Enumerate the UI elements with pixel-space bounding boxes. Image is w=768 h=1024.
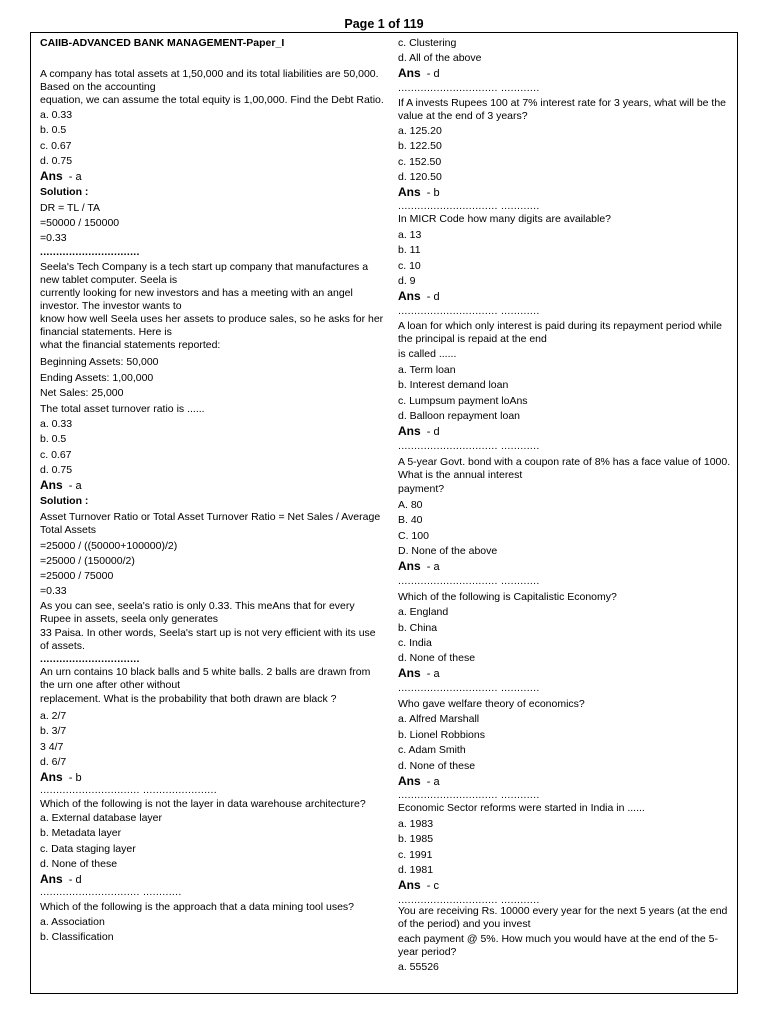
text-line: Ending Assets: 1,00,000	[40, 372, 154, 384]
text-line: b. 3/7	[40, 725, 67, 737]
question-separator: ............................... .......................	[40, 784, 217, 796]
text-line: =25000 / (150000/2)	[40, 555, 135, 567]
text-line: 3 4/7	[40, 741, 64, 753]
text-line: If A invests Rupees 100 at 7% interest rate for 3 years, what will be the value at the end of 3 years?	[398, 97, 727, 122]
text-line: c. 10	[398, 260, 421, 272]
answer-line	[398, 290, 736, 304]
text-line: Which of the following is Capitalistic Economy?	[398, 591, 617, 603]
text-line: d. None of these	[40, 858, 118, 870]
question-separator: ............................... ............	[398, 575, 540, 587]
question-separator: ............................... ............	[398, 440, 540, 452]
answer-value: - a	[62, 480, 82, 492]
text-line: currently looking for new investors and has a meeting with an angel investor. The investor wants to	[40, 287, 353, 312]
text-line: c. Adam Smith	[398, 744, 466, 756]
text-line: c. 0.67	[40, 140, 72, 152]
question-separator: ............................... ............	[398, 82, 540, 94]
text-line: =50000 / 150000	[40, 217, 120, 229]
text-line: The total asset turnover ratio is ......	[40, 403, 205, 415]
answer-value: - d	[62, 874, 82, 886]
text-line: a. 2/7	[40, 710, 67, 722]
answer-label: Ans	[398, 424, 421, 438]
text-line: d. 9	[398, 275, 416, 287]
text-line: a. Association	[40, 916, 105, 928]
text-line: Seela's Tech Company is a tech start up company that manufactures a new tablet computer. Seela is	[40, 261, 369, 286]
question-separator: ............................... ............	[398, 305, 540, 317]
text-line: d. 0.75	[40, 464, 73, 476]
text-line: Who gave welfare theory of economics?	[398, 698, 585, 710]
answer-label: Ans	[398, 878, 421, 892]
text-line: b. 0.5	[40, 433, 67, 445]
text-line: a. 55526	[398, 961, 439, 973]
text-line: A loan for which only interest is paid during its repayment period while the principal is repaid at the end	[398, 320, 722, 345]
text-line: b. 0.5	[40, 124, 67, 136]
text-line: know how well Seela uses her assets to produce sales, so he asks for her financial statements. Here is	[40, 313, 384, 338]
answer-label: Ans	[398, 185, 421, 199]
text-line: a. 125.20	[398, 125, 442, 137]
question-separator: ............................... ............	[40, 886, 182, 898]
text-line: c. Lumpsum payment loAns	[398, 395, 528, 407]
text-line: a. 0.33	[40, 418, 73, 430]
answer-value: - b	[62, 772, 82, 784]
answer-value: - b	[420, 187, 440, 199]
answer-line	[398, 879, 736, 893]
text-line: d. None of these	[398, 652, 476, 664]
text-line: b. Interest demand loan	[398, 379, 509, 391]
text-line: =0.33	[40, 232, 67, 244]
text-line: d. 6/7	[40, 756, 67, 768]
text-line: a. Term loan	[398, 364, 456, 376]
text-line: An urn contains 10 black balls and 5 white balls. 2 balls are drawn from the urn one after other without	[40, 666, 371, 691]
question-separator: ...............................	[40, 246, 140, 258]
text-line: b. Lionel Robbions	[398, 729, 485, 741]
text-line: b. Metadata layer	[40, 827, 122, 839]
answer-value: - c	[420, 880, 440, 892]
text-line: Which of the following is the approach that a data mining tool uses?	[40, 901, 355, 913]
text-line: =0.33	[40, 585, 67, 597]
text-line: d. 1981	[398, 864, 434, 876]
answer-label: Ans	[40, 478, 63, 492]
text-line: a. Alfred Marshall	[398, 713, 480, 725]
answer-label: Ans	[40, 770, 63, 784]
text-line: each payment @ 5%. How much you would have at the end of the 5-year period?	[398, 933, 719, 958]
text-line: c. 152.50	[398, 156, 442, 168]
answer-value: - d	[420, 291, 440, 303]
text-line: d. 0.75	[40, 155, 73, 167]
answer-value: - d	[420, 68, 440, 80]
question-separator: ............................... ............	[398, 682, 540, 694]
answer-line	[398, 425, 736, 439]
text-line: A 5-year Govt. bond with a coupon rate of 8% has a face value of 1000. What is the annual interest	[398, 456, 731, 481]
text-line: c. 0.67	[40, 449, 72, 461]
text-line: B. 40	[398, 514, 423, 526]
text-line: payment?	[398, 483, 445, 495]
text-line: c. Clustering	[398, 37, 457, 49]
answer-label: Ans	[398, 559, 421, 573]
text-line: C. 100	[398, 530, 429, 542]
text-line: =25000 / 75000	[40, 570, 114, 582]
text-line: In MICR Code how many digits are available?	[398, 213, 612, 225]
text-line: Solution :	[40, 186, 89, 198]
text-line: c. Data staging layer	[40, 843, 136, 855]
answer-label: Ans	[398, 774, 421, 788]
question-separator: ...............................	[40, 653, 140, 665]
text-line: a. 13	[398, 229, 422, 241]
answer-value: - a	[420, 776, 440, 788]
answer-line	[40, 771, 385, 785]
answer-value: - d	[420, 426, 440, 438]
text-line: Asset Turnover Ratio or Total Asset Turnover Ratio = Net Sales / Average Total Assets	[40, 511, 381, 536]
answer-label: Ans	[40, 169, 63, 183]
answer-line	[40, 873, 385, 887]
text-line: You are receiving Rs. 10000 every year for the next 5 years (at the end of the period) and you invest	[398, 905, 728, 930]
text-line: c. 1991	[398, 849, 433, 861]
text-line: equation, we can assume the total equity is 1,00,000. Find the Debt Ratio.	[40, 94, 384, 106]
question-separator: ............................... ............	[398, 789, 540, 801]
left-column	[40, 37, 385, 944]
text-line: b. 1985	[398, 833, 434, 845]
text-line: d. None of these	[398, 760, 476, 772]
answer-label: Ans	[398, 666, 421, 680]
answer-line	[40, 170, 385, 184]
answer-line	[398, 67, 736, 81]
text-line: is called ......	[398, 348, 457, 360]
text-line: a. England	[398, 606, 449, 618]
text-line: d. Balloon repayment loan	[398, 410, 520, 422]
question-separator: ............................... ............	[398, 200, 540, 212]
text-line: a. 1983	[398, 818, 434, 830]
text-line: what the financial statements reported:	[40, 339, 221, 351]
text-line: b. Classification	[40, 931, 114, 943]
text-line: CAIIB-ADVANCED BANK MANAGEMENT-Paper_I	[40, 37, 285, 49]
text-line: Solution :	[40, 495, 89, 507]
answer-value: - a	[420, 561, 440, 573]
text-line: Which of the following is not the layer in data warehouse architecture?	[40, 798, 366, 810]
text-line: b. 122.50	[398, 140, 442, 152]
text-line: replacement. What is the probability that both drawn are black ?	[40, 693, 337, 705]
text-line: b. 11	[398, 244, 421, 256]
text-line: =25000 / ((50000+100000)/2)	[40, 540, 178, 552]
question-separator: ............................... ............	[398, 894, 540, 906]
text-line: d. All of the above	[398, 52, 482, 64]
answer-line	[398, 186, 736, 200]
answer-label: Ans	[40, 872, 63, 886]
text-line: DR = TL / TA	[40, 202, 101, 214]
text-line: 33 Paisa. In other words, Seela's start up is not very efficient with its use of assets.	[40, 627, 376, 652]
text-line: a. External database layer	[40, 812, 162, 824]
text-line: b. China	[398, 622, 438, 634]
answer-label: Ans	[398, 289, 421, 303]
answer-line	[398, 560, 736, 574]
text-line: As you can see, seela's ratio is only 0.33. This meAns that for every Rupee in assets, seela only generates	[40, 600, 355, 625]
answer-label: Ans	[398, 66, 421, 80]
answer-value: - a	[420, 668, 440, 680]
text-line: a. 0.33	[40, 109, 73, 121]
right-column	[398, 37, 736, 974]
answer-value: - a	[62, 171, 82, 183]
text-line: A company has total assets at 1,50,000 and its total liabilities are 50,000. Based on the accounting	[40, 68, 379, 93]
text-line: Economic Sector reforms were started in India in ......	[398, 802, 645, 814]
text-line: A. 80	[398, 499, 423, 511]
text-line: c. India	[398, 637, 432, 649]
text-line: Beginning Assets: 50,000	[40, 356, 159, 368]
answer-line	[398, 775, 736, 789]
text-line: d. 120.50	[398, 171, 442, 183]
answer-line	[40, 479, 385, 493]
answer-line	[398, 667, 736, 681]
text-line: D. None of the above	[398, 545, 498, 557]
page-header: Page 1 of 119	[344, 17, 424, 31]
text-line: Net Sales: 25,000	[40, 387, 124, 399]
